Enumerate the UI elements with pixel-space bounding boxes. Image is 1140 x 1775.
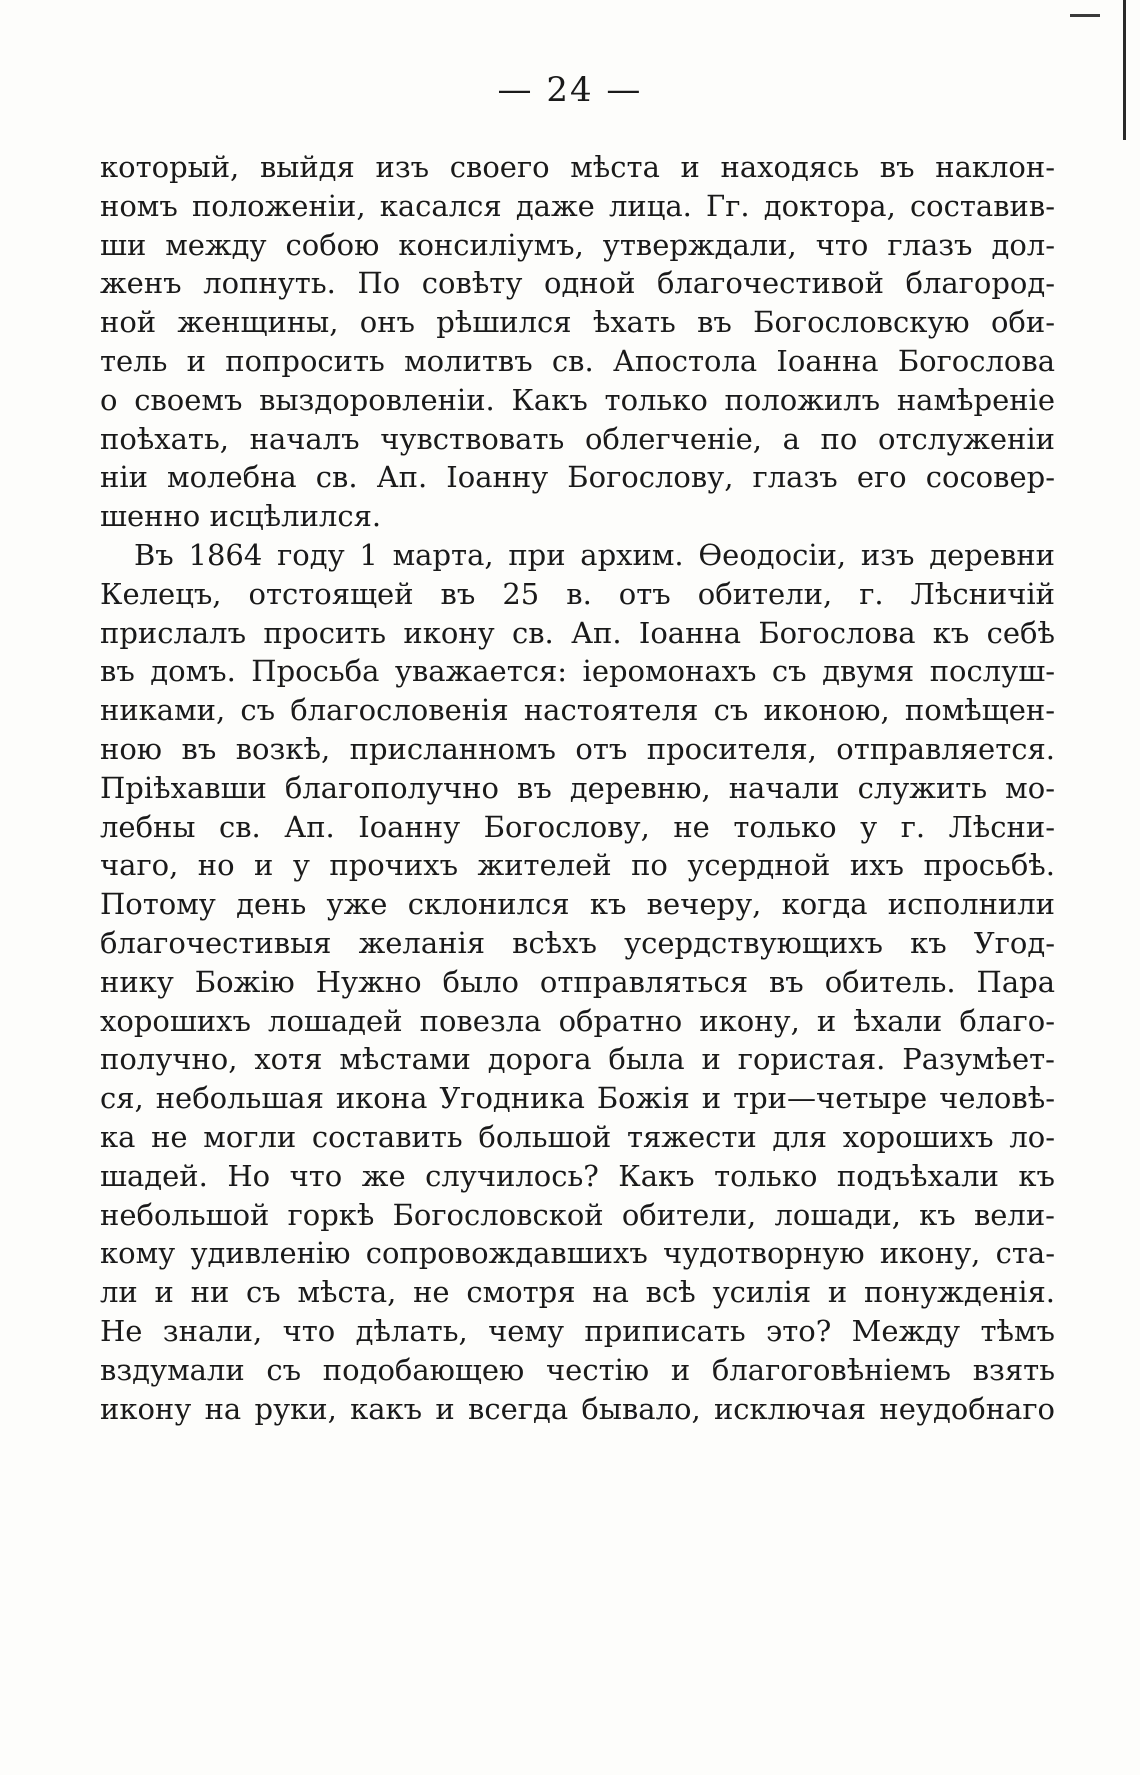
text-line: шадей. Но что же случилось? Какъ только подъѣхали къ <box>100 1158 1055 1193</box>
text-line: ка не могли составить большой тяжести для хорошихъ ло- <box>100 1119 1055 1154</box>
text-line: ши между собою консиліумъ, утверждали, что глазъ дол- <box>100 227 1055 262</box>
text-line: кому удивленію сопровождавшихъ чудотворную икону, ста- <box>100 1236 1055 1271</box>
text-line: Не знали, что дѣлать, чему приписать это? Между тѣмъ <box>100 1313 1055 1348</box>
paragraph-first-line: Въ 1864 году 1 марта, при архим. Ѳеодосіи, изъ деревни <box>134 537 1055 572</box>
text-line: ной женщины, онъ рѣшился ѣхать въ Богословскую оби- <box>100 305 1055 340</box>
text-line: женъ лопнуть. По совѣту одной благочестивой благород- <box>100 266 1055 301</box>
text-line: Пріѣхавши благополучно въ деревню, начали служить мо- <box>100 770 1055 805</box>
text-line: прислалъ просить икону св. Ап. Іоанна Богослова къ себѣ <box>100 615 1055 650</box>
text-line: икону на руки, какъ и всегда бывало, исключая неудобнаго <box>100 1391 1055 1426</box>
text-line: номъ положеніи, касался даже лица. Гг. доктора, составив- <box>100 188 1055 223</box>
page-edge-mark <box>1070 14 1100 17</box>
page-number: — 24 — <box>497 70 643 110</box>
text-line: ніи молебна св. Ап. Іоанну Богослову, глазъ его сосовер- <box>100 460 1055 495</box>
text-line: Келецъ, отстоящей въ 25 в. отъ обители, г. Лѣсничій <box>100 576 1055 611</box>
text-line: который, выйдя изъ своего мѣста и находясь въ наклон- <box>100 150 1055 184</box>
text-line: получно, хотя мѣстами дорога была и гористая. Разумѣет- <box>100 1042 1055 1077</box>
text-line: нику Божію Нужно было отправляться въ обитель. Пара <box>100 964 1055 999</box>
text-line: ся, небольшая икона Угодника Божія и три—четыре человѣ- <box>100 1081 1055 1116</box>
text-line: благочестивыя желанія всѣхъ усердствующихъ къ Угод- <box>100 925 1055 960</box>
page-body-text <box>100 148 1055 1428</box>
text-line: о своемъ выздоровленіи. Какъ только положилъ намѣреніе <box>100 382 1055 417</box>
text-line: въ домъ. Просьба уважается: іеромонахъ съ двумя послуш- <box>100 654 1055 689</box>
text-line: никами, съ благословенія настоятеля съ иконою, помѣщен- <box>100 693 1055 728</box>
text-line: небольшой горкѣ Богословской обители, лошади, къ вели- <box>100 1197 1055 1232</box>
text-line: вздумали съ подобающею честію и благоговѣніемъ взять <box>100 1352 1055 1387</box>
text-line: тель и попросить молитвъ св. Апостола Іоанна Богослова <box>100 343 1055 378</box>
text-line: ли и ни съ мѣста, не смотря на всѣ усилія и понужденія. <box>100 1275 1055 1310</box>
text-line: хорошихъ лошадей повезла обратно икону, и ѣхали благо- <box>100 1003 1055 1038</box>
text-line: чаго, но и у прочихъ жителей по усердной ихъ просьбѣ. <box>100 848 1055 883</box>
text-line: шенно исцѣлился. <box>100 499 382 534</box>
text-line: Потому день уже склонился къ вечеру, когда исполнили <box>100 887 1055 922</box>
text-line: поѣхать, началъ чувствовать облегченіе, а по отслуженіи <box>100 421 1055 456</box>
text-line: ною въ возкѣ, присланномъ отъ просителя, отправляется. <box>100 731 1055 766</box>
text-line: лебны св. Ап. Іоанну Богослову, не только у г. Лѣсни- <box>100 809 1055 844</box>
